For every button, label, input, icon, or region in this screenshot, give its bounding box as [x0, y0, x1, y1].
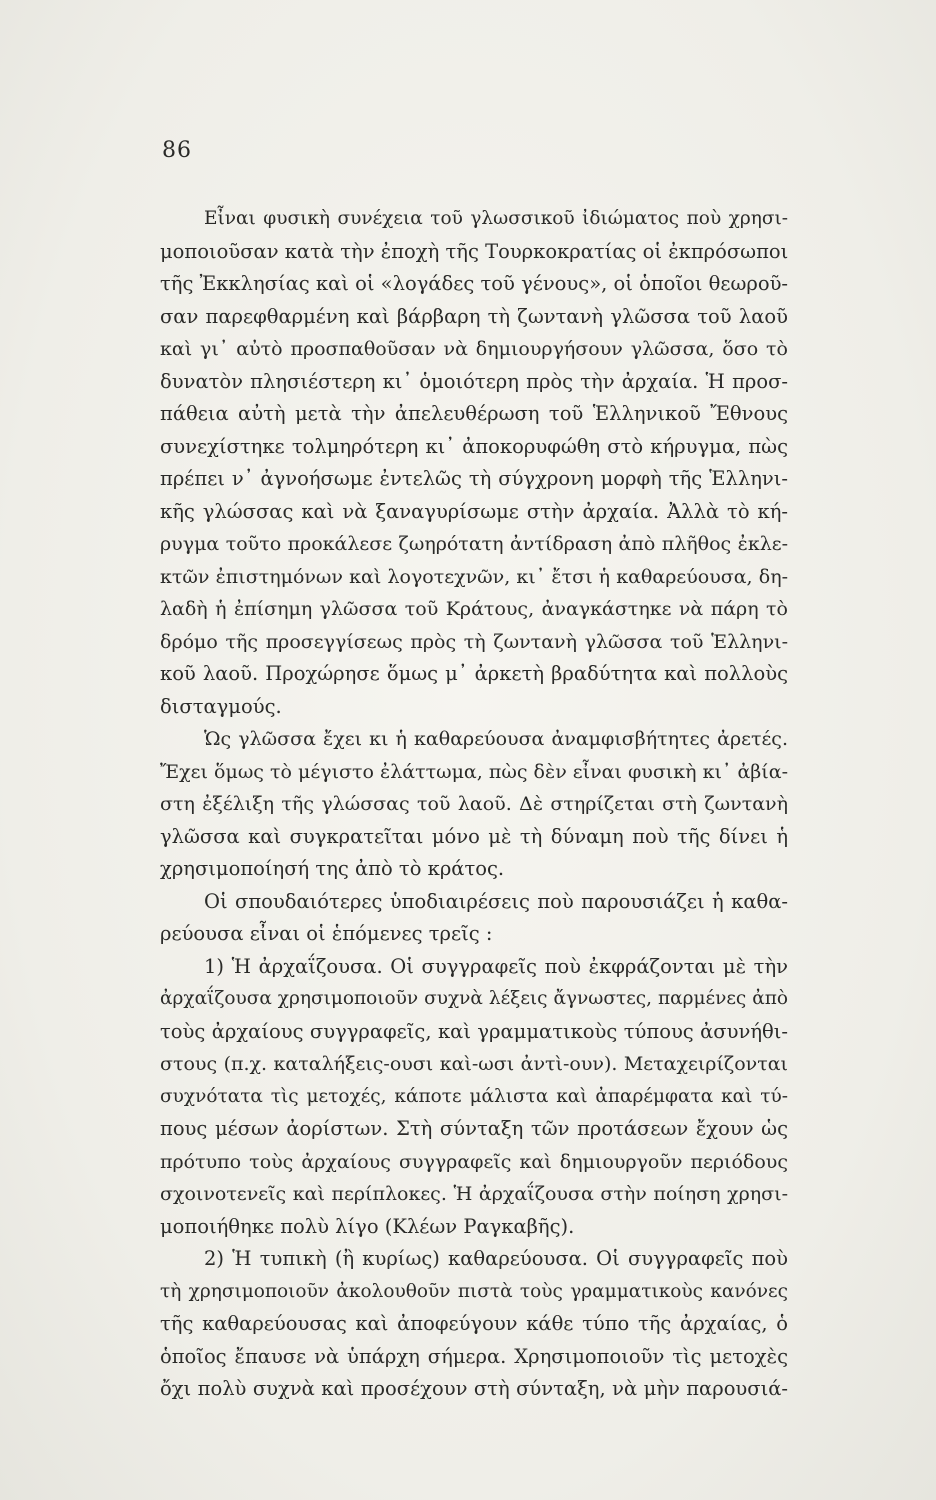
text-line: σχοινοτενεῖς καὶ περίπλοκες. Ἡ ἀρχαΐζουσα στὴν ποίηση χρησι-	[160, 1183, 788, 1205]
text-line: ὁποῖος ἔπαυσε νὰ ὑπάρχη σήμερα. Χρησιμοποιοῦν τὶς μετοχὲς	[160, 1344, 788, 1368]
text-line: τὴ χρησιμοποιοῦν ἀκολουθοῦν πιστὰ τοὺς γραμματικοὺς κανόνες	[160, 1280, 788, 1302]
text-line: Ὡς γλῶσσα ἔχει κι ἡ καθαρεύουσα ἀναμφισβήτητες ἀρετές.	[204, 728, 788, 750]
text-line: Οἱ σπουδαιότερες ὑποδιαιρέσεις ποὺ παρουσιάζει ἡ καθα-	[204, 889, 788, 913]
text-line: ρυγμα τοῦτο προκάλεσε ζωηρότατη ἀντίδραση ἀπὸ πλῆθος ἐκλε-	[160, 533, 788, 555]
text-line: ρεύουσα εἶναι οἱ ἑπόμενες τρεῖς :	[160, 922, 493, 945]
text-line: σαν παρεφθαρμένη καὶ βάρβαρη τὴ ζωντανὴ γλῶσσα τοῦ λαοῦ	[160, 304, 788, 328]
text-line: κοῦ λαοῦ. Προχώρησε ὅμως μ᾽ ἀρκετὴ βραδύτητα καὶ πολλοὺς	[160, 662, 788, 685]
text-line: δισταγμούς.	[160, 694, 282, 718]
text-line: συχνότατα τὶς μετοχές, κάποτε μάλιστα καὶ ἀπαρέμφατα καὶ τύ-	[160, 1085, 788, 1107]
text-line: 2) Ἡ τυπικὴ (ἢ κυρίως) καθαρεύουσα. Οἱ συγγραφεῖς ποὺ	[204, 1247, 788, 1270]
text-line: Ἔχει ὅμως τὸ μέγιστο ἐλάττωμα, πὼς δὲν εἶναι φυσικὴ κι᾽ ἀβία-	[160, 760, 788, 783]
text-line: 1) Ἡ ἀρχαΐζουσα. Οἱ συγγραφεῖς ποὺ ἐκφράζονται μὲ τὴν	[204, 954, 788, 978]
text-line: ὄχι πολὺ συχνὰ καὶ προσέχουν στὴ σύνταξη, νὰ μὴν παρουσιά-	[160, 1377, 788, 1400]
text-line: ἀρχαΐζουσα χρησιμοποιοῦν συχνὰ λέξεις ἄγνωστες, παρμένες ἀπὸ	[160, 988, 788, 1009]
text-line: Εἶναι φυσικὴ συνέχεια τοῦ γλωσσικοῦ ἰδιώματος ποὺ χρησι-	[204, 208, 788, 229]
text-line: πρότυπο τοὺς ἀρχαίους συγγραφεῖς καὶ δημιουργοῦν περιόδους	[160, 1150, 788, 1173]
text-line: τῆς καθαρεύουσας καὶ ἀποφεύγουν κάθε τύπο τῆς ἀρχαίας, ὁ	[160, 1312, 788, 1335]
text-line: δυνατὸν πλησιέστερη κι᾽ ὁμοιότερη πρὸς τὴν ἀρχαία. Ἡ προσ-	[160, 369, 788, 393]
text-line: χρησιμοποίησή της ἀπὸ τὸ κράτος.	[160, 857, 505, 880]
text-line: συνεχίστηκε τολμηρότερη κι᾽ ἀποκορυφώθη στὸ κήρυγμα, πὼς	[160, 434, 788, 458]
text-line: πάθεια αὐτὴ μετὰ τὴν ἀπελευθέρωση τοῦ Ἑλληνικοῦ Ἔθνους	[160, 402, 788, 425]
text-line: μοποιοῦσαν κατὰ τὴν ἐποχὴ τῆς Τουρκοκρατίας οἱ ἐκπρόσωποι	[160, 239, 789, 263]
text-line: κῆς γλώσσας καὶ νὰ ξαναγυρίσωμε στὴν ἀρχαία. Ἀλλὰ τὸ κή-	[160, 499, 788, 523]
text-line: πους μέσων ἀορίστων. Στὴ σύνταξη τῶν προτάσεων ἔχουν ὡς	[160, 1117, 788, 1140]
text-line: κτῶν ἐπιστημόνων καὶ λογοτεχνῶν, κι᾽ ἔτσι ἡ καθαρεύουσα, δη-	[160, 565, 788, 588]
text-line: στη ἐξέλιξη τῆς γλώσσας τοῦ λαοῦ. Δὲ στηρίζεται στὴ ζωντανὴ	[160, 793, 788, 815]
text-line: πρέπει ν᾽ ἀγνοήσωμε ἐντελῶς τὴ σύγχρονη μορφὴ τῆς Ἑλληνι-	[160, 467, 788, 490]
text-line: στους (π.χ. καταλήξεις-ουσι καὶ-ωσι ἀντὶ-ουν). Μεταχειρίζονται	[160, 1053, 788, 1075]
body-text	[160, 203, 788, 1406]
text-line: καὶ γι᾽ αὐτὸ προσπαθοῦσαν νὰ δημιουργήσουν γλῶσσα, ὅσο τὸ	[160, 338, 788, 360]
text-line: τοὺς ἀρχαίους συγγραφεῖς, καὶ γραμματικοὺς τύπους ἀσυνήθι-	[160, 1019, 788, 1043]
page-number: 86	[162, 138, 192, 163]
text-line: λαδὴ ἡ ἐπίσημη γλῶσσα τοῦ Κράτους, ἀναγκάστηκε νὰ πάρη τὸ	[160, 598, 788, 620]
text-line: γλῶσσα καὶ συγκρατεῖται μόνο μὲ τὴ δύναμη ποὺ τῆς δίνει ἡ	[160, 824, 788, 848]
text-line: τῆς Ἐκκλησίας καὶ οἱ «λογάδες τοῦ γένους», οἱ ὁποῖοι θεωροῦ-	[160, 272, 789, 295]
text-line: μοποιήθηκε πολὺ λίγο (Κλέων Ραγκαβῆς).	[160, 1214, 575, 1238]
text-line: δρόμο τῆς προσεγγίσεως πρὸς τὴ ζωντανὴ γλῶσσα τοῦ Ἑλληνι-	[160, 630, 788, 653]
